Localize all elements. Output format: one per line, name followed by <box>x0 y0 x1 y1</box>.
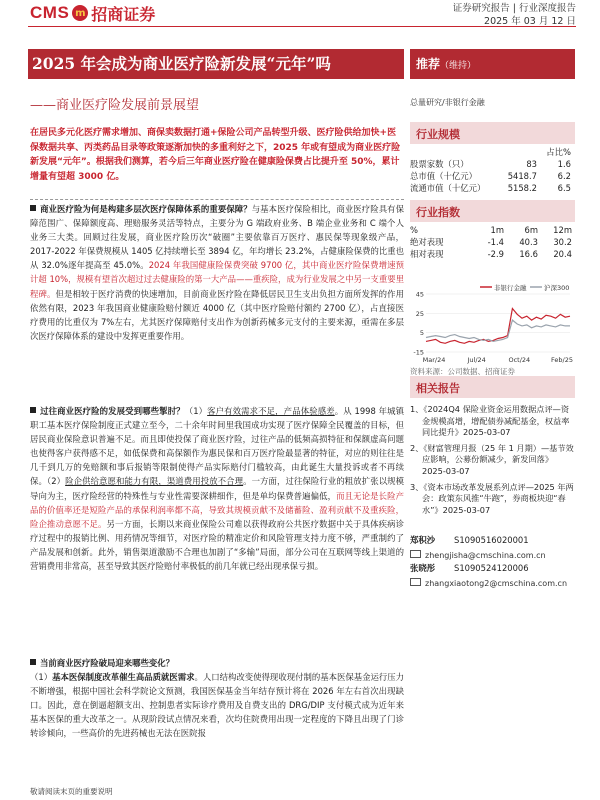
section-3-p1b: 。人口结构改变使得现收现付制的基本医保基金运行压力不断增强，根据中国社会科学院论文预测，我国医保基金当年结存预计将在 2026 年左右首次出现缺口。因此，意在倒逼超额支出、控制患者实际诊疗费用及自费支出的 DRG/DIP 支付模式成为近年来基本医保的重大改革之一。从现阶段试点情况来看，次均住院费用出现一定程度的下降且出现了门诊转诊倾向，一些高价的先进药械也无法在医院报 <box>30 672 404 739</box>
report-type: 证券研究报告 | 行业深度报告 <box>452 3 576 14</box>
scale-table <box>410 146 575 194</box>
section-2-p2: 。一方面，过往保险行业的粗放扩张以规模导向为主，医疗险经营的特殊性与专业性需要深耕细作，但是单均保费普遍偏低， <box>30 476 405 501</box>
analyst-name: 张晓彤 <box>410 563 436 573</box>
analyst-email[interactable]: zhengjisha@cmschina.com.cn <box>425 551 546 560</box>
analyst-email[interactable]: zhangxiaotong2@cmschina.com.cn <box>425 579 568 588</box>
page-title: 2025 年会成为商业医疗险新发展“元年”吗 <box>32 54 331 73</box>
scale-header: 行业规模 <box>410 122 575 144</box>
analyst-name: 郑积沙 <box>410 535 436 545</box>
section-2-p1a: （1） <box>184 406 208 416</box>
related-list <box>410 404 575 520</box>
section-2-heading: 过往商业医疗险的发展受到哪些掣肘？ <box>40 406 185 416</box>
index-col-row: % 1m 6m 12m <box>410 225 572 235</box>
index-row: 相对表现 -2.9 16.6 20.4 <box>410 249 572 259</box>
rating-sub: （维持） <box>440 61 477 71</box>
analyst-1 <box>410 534 546 560</box>
section-2-p1b: 。从 1998 年城镇职工基本医疗保险制度正式建立至今，二十余年时间里我国成功实现了医疗保障全民覆盖的目标，但居民商业保险意识普遍不足。而且即使投保了商业医疗险，过往产品的低频高损特征和保额虚高问题也使得客户获得感不足，如低保费和高保额作为惠民保和百万医疗险最显著的特征，对应的则往往是几千到几万的免赔额和事后报销等限制使得产品实际赔付门槛较高，由此诞生大量投诉或者不再续保。（2） <box>30 406 405 487</box>
scale-row: 总市值（十亿元） 5418.7 6.2 <box>410 171 571 181</box>
mail-icon <box>410 578 421 586</box>
sector: 总量研究/非银行金融 <box>410 98 485 107</box>
y-tick-label: 45 <box>415 290 424 299</box>
section-2-highlight: 而且无论是长险产品的价值率还是短险产品的承保利润率都不高，导致其规模贡献不及储蓄险、盈利贡献不及重疾险，险企推动意愿不足。 <box>30 490 405 529</box>
section-1-highlight: 2024 年我国健康险保费突破 9700 亿，其中商业医疗险保费增速预计超 10%，规模有望首次超过过去健康险的第一大产品——重疾险，成为行业发展之中另一支重要里程碑。 <box>30 260 404 299</box>
section-1 <box>30 202 404 343</box>
company-logo <box>30 3 155 23</box>
section-1-heading: 商业医疗险为何是构建多层次医疗保障体系的重要保障？ <box>40 204 252 214</box>
x-tick-label: Feb/25 <box>551 356 573 364</box>
y-tick-label: -15 <box>413 348 424 357</box>
index-table <box>410 224 575 260</box>
section-3 <box>30 656 404 741</box>
rating <box>416 55 476 72</box>
logo-cn-text: 招商证券 <box>91 4 156 24</box>
analyst-id: S1090516020001 <box>454 535 529 545</box>
index-chart <box>410 282 575 364</box>
summary: 在居民多元化医疗需求增加、商保卖数据打通+保险公司产品转型升级、医疗险供给加快+医保数据共享、丙类药品目录等政策逐渐加快的多重利好之下，2025 年或有望成为商业医疗险新发展“元年”。根据我们测算，若今后三年商业医疗险在健康险保费占比提升至 50%，累计增量有望超 3000 亿。 <box>30 128 401 182</box>
scale-row: 股票家数（只） 83 1.6 <box>410 159 571 169</box>
section-3-bold: 基本医保制度改革催生高品质就医需求 <box>52 672 195 683</box>
bullet-icon <box>30 205 36 211</box>
related-item[interactable]: 1、《2024Q4 保险业资金运用数据点评—资金规模高增，增配债券减配基金，权益率同比提升》2025-03-07 <box>410 404 570 438</box>
x-tick-label: Oct/24 <box>508 356 531 364</box>
legend-label: 沪深300 <box>544 284 570 292</box>
y-tick-label: 25 <box>415 309 424 318</box>
x-tick-label: Mar/24 <box>422 356 446 364</box>
header-meta <box>453 2 576 28</box>
bullet-icon <box>30 659 36 665</box>
index-row: 绝对表现 -1.4 40.3 30.2 <box>410 237 572 247</box>
analyst-id: S1090524120006 <box>454 563 529 573</box>
summary-divider <box>30 199 404 200</box>
x-tick-label: Jul/24 <box>467 356 486 364</box>
section-3-p1a: （1） <box>30 672 53 683</box>
logo-cms-text: CMS <box>30 3 70 22</box>
scale-unit-row: 占比% <box>546 147 571 157</box>
section-2 <box>30 404 404 573</box>
bullet-icon <box>30 407 36 413</box>
analyst-2 <box>410 562 567 588</box>
index-header: 行业指数 <box>410 200 575 222</box>
mail-icon <box>410 550 421 558</box>
related-header: 相关报告 <box>410 376 575 398</box>
section-2-underline-1: 客户有效需求不足，产品体验感差 <box>207 406 335 416</box>
section-2-p3: 另一方面，长期以来商业保险公司难以获得政府公共医疗数据中关于具体疾病诊疗过程中的报销比例、用药情况等细节，对医疗险的精准定价和风险管理支持力度不够，严重制约了产品发展和创新。此外，销售渠道激励不合理也加剧了“多输”局面，部分公司在互联网等线上渠道的营销费用非常高，甚至导致其医疗险赔付率极低的前几年就已经出现承保亏损。 <box>30 518 405 572</box>
logo-mark-icon: m <box>72 5 88 21</box>
rating-label: 推荐 <box>416 57 441 71</box>
header-divider <box>28 26 576 27</box>
chart-source: 资料来源：公司数据、招商证券 <box>410 367 515 376</box>
footer-note: 敬请阅读末页的重要说明 <box>30 787 113 796</box>
legend-label: 非银行金融 <box>494 284 527 292</box>
section-3-heading: 当前商业医疗险破局迎来哪些变化？ <box>40 658 174 668</box>
page-subtitle: ——商业医疗险发展前景展望 <box>30 98 200 113</box>
y-tick-label: 5 <box>419 329 424 338</box>
section-1-p2: 但是相较于医疗消费的快速增加，目前商业医疗险在降低居民卫生支出负担方面所发挥的作用依然有限，2023 年我国商业健康险赔付额近 4000 亿（其中医疗险赔付额约 2700 亿），占直接医疗费用的比重仅为 7%左右，尤其医疗保障赔付支出作为创新药械多元支付的主要来源，亟需在多层次医疗保障体系的建设中发挥更重要作用。 <box>30 288 405 341</box>
scale-row: 流通市值（十亿元） 5158.2 6.5 <box>410 183 571 193</box>
section-1-p1: 与基本医疗保险相比，商业医疗险具有保障范围广、保障额度高、理赔服务灵活等特点，主要分为 G 端政府业务、B 端企业业务和 C 端个人业务三大类。回顾过往发展，商业医疗险历次“破圈”主要依靠百万医疗、惠民保等现象级产品，2017-2022 年保费规模从 1405 亿持续增长至 3894 亿，年均增长 23.2%，占健康险保费的比重也从 32.0%逐年提高至 45.0%。 <box>30 204 404 271</box>
section-2-underline-2: 险企供给意愿和能力有限，渠道费用投放不合理 <box>65 476 244 487</box>
related-item[interactable]: 2、《财富管理月报（25 年 1 月期）—基节效应影响，公募份额减少，新发回落》2025-03-07 <box>410 442 574 476</box>
related-item[interactable]: 3、《资本市场改革发展系列点评—2025 年两会：政策东风推“牛跑”，券商板块迎“春水”》2025-03-07 <box>410 481 574 515</box>
report-date: 2025 年 03 月 12 日 <box>484 16 576 27</box>
